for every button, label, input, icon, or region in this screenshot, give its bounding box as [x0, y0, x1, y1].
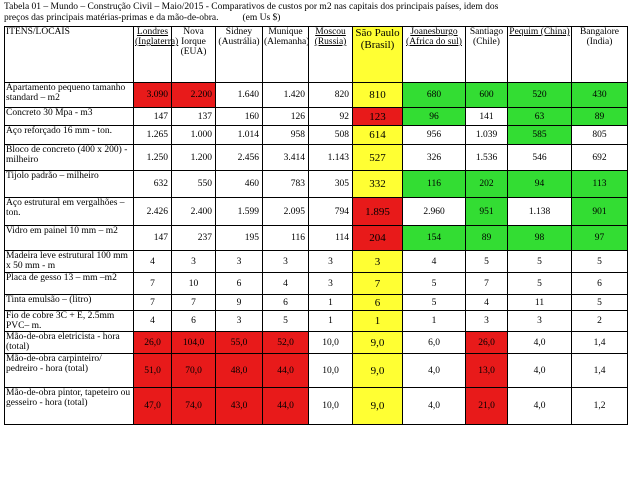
row-item-label: Fio de cobre 3C + E, 2.5mm PVC– m.: [5, 311, 134, 332]
header-moscow: Moscou (Russia): [309, 27, 353, 83]
cell-beijing: 4,0: [508, 332, 572, 354]
row-item-label: Mão-de-obra eletricista - hora (total): [5, 332, 134, 354]
header-munich: Munique (Alemanha): [263, 27, 309, 83]
cell-london: 26,0: [134, 332, 172, 354]
cell-santiago: 5: [466, 251, 508, 273]
header-santiago: Santiago (Chile): [466, 27, 508, 83]
table-row: [5, 251, 628, 273]
cell-munich: 126: [263, 108, 309, 126]
cell-new-york: 1.000: [172, 126, 216, 145]
header-johannesburg: Joanesburgo (Africa do sul): [403, 27, 466, 83]
cell-munich: 6: [263, 295, 309, 311]
cell-bangalore: 430: [572, 83, 628, 108]
cell-johannesburg: 154: [403, 226, 466, 251]
cell-bangalore: 97: [572, 226, 628, 251]
table-row: [5, 171, 628, 198]
cell-munich: 44,0: [263, 354, 309, 388]
cell-beijing: 520: [508, 83, 572, 108]
cell-beijing: 3: [508, 311, 572, 332]
cell-munich: 5: [263, 311, 309, 332]
cell-johannesburg: 116: [403, 171, 466, 198]
cell-bangalore: 5: [572, 295, 628, 311]
cell-johannesburg: 680: [403, 83, 466, 108]
cell-bangalore: 113: [572, 171, 628, 198]
cell-sydney: 160: [216, 108, 263, 126]
cell-sydney: 43,0: [216, 388, 263, 425]
cell-moscow: 114: [309, 226, 353, 251]
cell-sao-paulo: 614: [353, 126, 403, 145]
table-row: [5, 332, 628, 354]
cell-bangalore: 5: [572, 251, 628, 273]
cell-sao-paulo: 1.895: [353, 198, 403, 226]
cell-new-york: 137: [172, 108, 216, 126]
table-row: [5, 126, 628, 145]
header-bangalore: Bangalore (India): [572, 27, 628, 83]
cell-johannesburg: 4: [403, 251, 466, 273]
cell-santiago: 26,0: [466, 332, 508, 354]
cell-bangalore: 692: [572, 145, 628, 171]
row-item-label: Aço reforçado 16 mm - ton.: [5, 126, 134, 145]
cell-london: 47,0: [134, 388, 172, 425]
cell-sao-paulo: 9,0: [353, 332, 403, 354]
table-caption: [4, 2, 627, 24]
header-new-york: Nova Iorque (EUA): [172, 27, 216, 83]
cell-london: 3.090: [134, 83, 172, 108]
cell-sao-paulo: 123: [353, 108, 403, 126]
cell-new-york: 74,0: [172, 388, 216, 425]
cell-santiago: 7: [466, 273, 508, 295]
cell-johannesburg: 4,0: [403, 354, 466, 388]
cell-sydney: 1.599: [216, 198, 263, 226]
cell-new-york: 10: [172, 273, 216, 295]
table-row: [5, 83, 628, 108]
cell-sydney: 460: [216, 171, 263, 198]
header-items: ITENS/LOCAIS: [5, 27, 134, 83]
cell-new-york: 3: [172, 251, 216, 273]
header-beijing: Pequim (China): [508, 27, 572, 83]
cell-london: 51,0: [134, 354, 172, 388]
cell-beijing: 5: [508, 251, 572, 273]
cell-london: 1.250: [134, 145, 172, 171]
cell-sao-paulo: 3: [353, 251, 403, 273]
cell-sydney: 3: [216, 311, 263, 332]
table-row: [5, 108, 628, 126]
table-row: [5, 295, 628, 311]
cell-sydney: 195: [216, 226, 263, 251]
cell-bangalore: 2: [572, 311, 628, 332]
cell-sao-paulo: 7: [353, 273, 403, 295]
cell-johannesburg: 4,0: [403, 388, 466, 425]
cell-beijing: 546: [508, 145, 572, 171]
cell-munich: 52,0: [263, 332, 309, 354]
cell-bangalore: 901: [572, 198, 628, 226]
cell-sao-paulo: 810: [353, 83, 403, 108]
header-sao-paulo: São Paulo (Brasil): [353, 27, 403, 83]
cell-sydney: 1.014: [216, 126, 263, 145]
cell-london: 7: [134, 295, 172, 311]
cell-munich: 44,0: [263, 388, 309, 425]
cell-beijing: 11: [508, 295, 572, 311]
caption-line-1: Tabela 01 – Mundo – Construção Civil – Maio/2015 - Comparativos de custos por m2 nas capitais dos principais países, idem dos: [4, 2, 499, 12]
cell-moscow: 820: [309, 83, 353, 108]
cell-london: 632: [134, 171, 172, 198]
row-item-label: Placa de gesso 13 – mm –m2: [5, 273, 134, 295]
cell-new-york: 2.400: [172, 198, 216, 226]
cell-moscow: 10,0: [309, 388, 353, 425]
row-item-label: Aço estrutural em vergalhões – ton.: [5, 198, 134, 226]
cell-johannesburg: 96: [403, 108, 466, 126]
table-row: [5, 145, 628, 171]
cell-new-york: 70,0: [172, 354, 216, 388]
caption-line-2-text: preços das principais matérias-primas e da mão-de-obra.: [4, 13, 219, 23]
cell-johannesburg: 6,0: [403, 332, 466, 354]
cell-new-york: 2.200: [172, 83, 216, 108]
cell-new-york: 7: [172, 295, 216, 311]
cell-johannesburg: 5: [403, 295, 466, 311]
cell-sao-paulo: 527: [353, 145, 403, 171]
cell-munich: 958: [263, 126, 309, 145]
cell-new-york: 550: [172, 171, 216, 198]
cell-sydney: 9: [216, 295, 263, 311]
cell-beijing: 585: [508, 126, 572, 145]
cell-santiago: 600: [466, 83, 508, 108]
table-body: [5, 83, 628, 425]
caption-line-2: [4, 13, 627, 24]
cell-santiago: 1.039: [466, 126, 508, 145]
cell-santiago: 141: [466, 108, 508, 126]
row-item-label: Mão-de-obra pintor, tapeteiro ou gesseiro - hora (total): [5, 388, 134, 425]
cell-new-york: 104,0: [172, 332, 216, 354]
row-item-label: Vidro em painel 10 mm – m2: [5, 226, 134, 251]
cell-sao-paulo: 1: [353, 311, 403, 332]
cell-sao-paulo: 204: [353, 226, 403, 251]
cell-beijing: 1.138: [508, 198, 572, 226]
cell-santiago: 13,0: [466, 354, 508, 388]
cell-sao-paulo: 332: [353, 171, 403, 198]
cell-munich: 783: [263, 171, 309, 198]
table-row: [5, 354, 628, 388]
cell-beijing: 94: [508, 171, 572, 198]
cell-beijing: 4,0: [508, 354, 572, 388]
table-row: [5, 226, 628, 251]
cell-london: 7: [134, 273, 172, 295]
cell-london: 4: [134, 311, 172, 332]
cell-munich: 2.095: [263, 198, 309, 226]
table-row: [5, 311, 628, 332]
table-row: [5, 198, 628, 226]
cell-sydney: 48,0: [216, 354, 263, 388]
cell-sao-paulo: 9,0: [353, 354, 403, 388]
row-item-label: Tinta emulsão – (litro): [5, 295, 134, 311]
cell-munich: 3: [263, 251, 309, 273]
cell-johannesburg: 5: [403, 273, 466, 295]
cell-bangalore: 1,4: [572, 332, 628, 354]
cell-sydney: 2.456: [216, 145, 263, 171]
row-item-label: Madeira leve estrutural 100 mm x 50 mm - m: [5, 251, 134, 273]
row-item-label: Bloco de concreto (400 x 200) - milheiro: [5, 145, 134, 171]
cell-bangalore: 1,4: [572, 354, 628, 388]
cell-johannesburg: 2.960: [403, 198, 466, 226]
cell-sydney: 1.640: [216, 83, 263, 108]
cell-sao-paulo: 9,0: [353, 388, 403, 425]
cell-london: 147: [134, 226, 172, 251]
cell-santiago: 89: [466, 226, 508, 251]
cell-moscow: 794: [309, 198, 353, 226]
cell-johannesburg: 326: [403, 145, 466, 171]
header-london: Londres (Inglaterra): [134, 27, 172, 83]
cell-johannesburg: 1: [403, 311, 466, 332]
cell-bangalore: 6: [572, 273, 628, 295]
cell-santiago: 4: [466, 295, 508, 311]
cell-moscow: 305: [309, 171, 353, 198]
cell-london: 147: [134, 108, 172, 126]
cell-munich: 4: [263, 273, 309, 295]
cell-moscow: 1: [309, 295, 353, 311]
cell-munich: 1.420: [263, 83, 309, 108]
cell-moscow: 10,0: [309, 354, 353, 388]
cell-munich: 3.414: [263, 145, 309, 171]
cell-bangalore: 1,2: [572, 388, 628, 425]
row-item-label: Concreto 30 Mpa - m3: [5, 108, 134, 126]
cell-beijing: 4,0: [508, 388, 572, 425]
cell-santiago: 3: [466, 311, 508, 332]
cell-moscow: 10,0: [309, 332, 353, 354]
cell-london: 2.426: [134, 198, 172, 226]
cell-london: 1.265: [134, 126, 172, 145]
cell-santiago: 21,0: [466, 388, 508, 425]
cell-santiago: 1.536: [466, 145, 508, 171]
caption-unit: (em Us $): [242, 13, 281, 23]
cell-moscow: 1: [309, 311, 353, 332]
row-item-label: Mão-de-obra carpinteiro/ pedreiro - hora (total): [5, 354, 134, 388]
table-row: [5, 388, 628, 425]
cell-sydney: 3: [216, 251, 263, 273]
cost-comparison-table: [4, 26, 628, 425]
header-row: [5, 27, 628, 83]
cell-london: 4: [134, 251, 172, 273]
cell-new-york: 237: [172, 226, 216, 251]
cell-munich: 116: [263, 226, 309, 251]
table-row: [5, 273, 628, 295]
cell-sydney: 6: [216, 273, 263, 295]
cell-beijing: 5: [508, 273, 572, 295]
cell-new-york: 6: [172, 311, 216, 332]
row-item-label: Tijolo padrão – milheiro: [5, 171, 134, 198]
header-sydney: Sidney (Austrália): [216, 27, 263, 83]
cell-santiago: 202: [466, 171, 508, 198]
cell-sao-paulo: 6: [353, 295, 403, 311]
cell-johannesburg: 956: [403, 126, 466, 145]
cell-moscow: 3: [309, 273, 353, 295]
cell-bangalore: 805: [572, 126, 628, 145]
cell-moscow: 1.143: [309, 145, 353, 171]
cell-moscow: 92: [309, 108, 353, 126]
cell-santiago: 951: [466, 198, 508, 226]
cell-new-york: 1.200: [172, 145, 216, 171]
cell-moscow: 508: [309, 126, 353, 145]
cell-beijing: 63: [508, 108, 572, 126]
cell-moscow: 3: [309, 251, 353, 273]
cell-bangalore: 89: [572, 108, 628, 126]
row-item-label: Apartamento pequeno tamanho standard – m2: [5, 83, 134, 108]
cell-sydney: 55,0: [216, 332, 263, 354]
cell-beijing: 98: [508, 226, 572, 251]
